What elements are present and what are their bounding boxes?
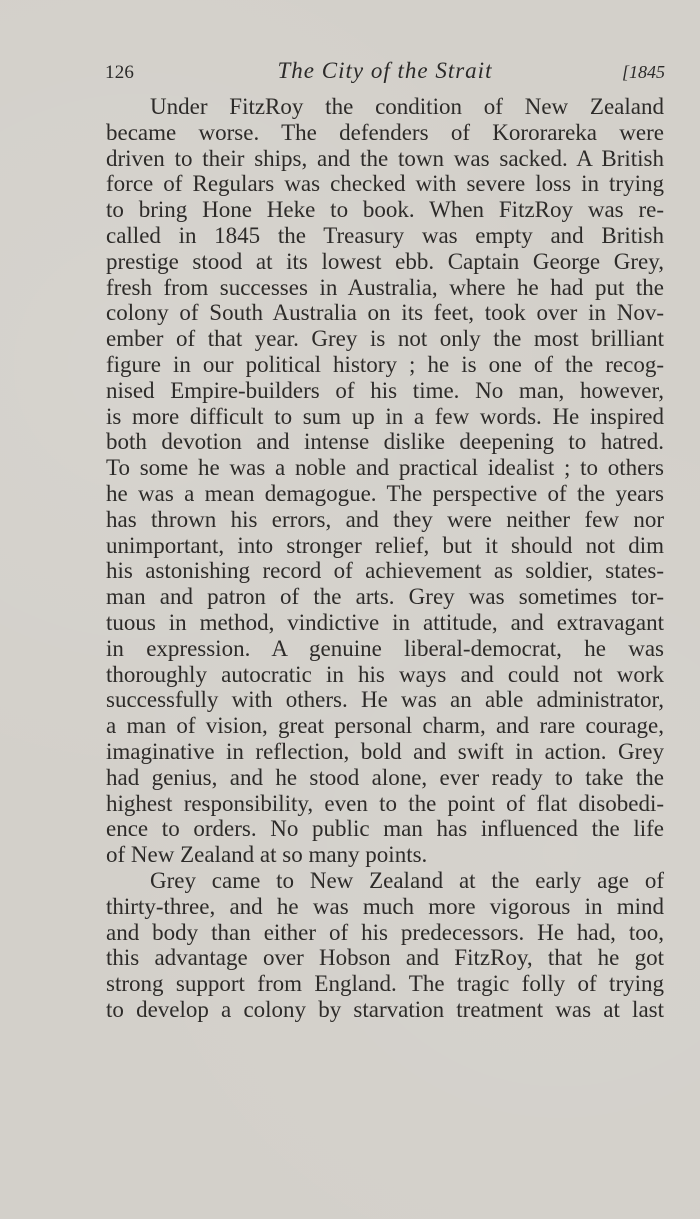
text-line: to develop a colony by starvation treatment was at last xyxy=(106,996,664,1022)
text-line: prestige stood at its lowest ebb. Captain George Grey, xyxy=(106,248,664,274)
text-line: To some he was a noble and practical idealist ; to others xyxy=(106,455,664,481)
text-line: force of Regulars was checked with severe loss in trying xyxy=(106,171,664,197)
text-line: of New Zealand at so many points. xyxy=(106,842,428,868)
paragraph-2 xyxy=(106,868,664,1023)
text-line: successfully with others. He was an able administrator, xyxy=(106,687,664,713)
text-line: unimportant, into stronger relief, but it should not dim xyxy=(106,532,664,558)
text-line: Under FitzRoy the condition of New Zealand xyxy=(150,94,664,119)
text-line: Grey came to New Zealand at the early age of xyxy=(150,867,664,893)
text-line: nised Empire-builders of his time. No man, however, xyxy=(106,377,664,403)
text-line: highest responsibility, even to the point of flat disobedi- xyxy=(106,790,664,816)
text-line: thirty-three, and he was much more vigorous in mind xyxy=(106,893,664,919)
text-line: this advantage over Hobson and FitzRoy, that he got xyxy=(106,945,664,971)
text-line: has thrown his errors, and they were neither few nor xyxy=(106,506,664,532)
text-line: driven to their ships, and the town was sacked. A British xyxy=(106,145,664,171)
text-line: called in 1845 the Treasury was empty and British xyxy=(106,222,664,248)
text-line: man and patron of the arts. Grey was sometimes tor- xyxy=(106,584,664,610)
text-line: he was a mean demagogue. The perspective of the years xyxy=(106,480,664,506)
text-line: ence to orders. No public man has influenced the life xyxy=(106,816,664,842)
text-line: thoroughly autocratic in his ways and could not work xyxy=(106,661,664,687)
text-line: to bring Hone Heke to book. When FitzRoy was re- xyxy=(106,197,664,223)
running-header xyxy=(105,58,665,90)
page-number: 126 xyxy=(105,62,135,83)
text-line: is more difficult to sum up in a few words. He inspired xyxy=(106,403,664,429)
text-line: colony of South Australia on its feet, took over in Nov- xyxy=(106,300,664,326)
running-title: The City of the Strait xyxy=(277,58,493,83)
text-line: became worse. The defenders of Kororareka were xyxy=(106,119,664,145)
text-line: a man of vision, great personal charm, and rare courage, xyxy=(106,713,664,739)
text-line: and body than either of his predecessors. He had, too, xyxy=(106,919,664,945)
paragraph-1 xyxy=(106,94,664,868)
text-line: in expression. A genuine liberal-democrat, he was xyxy=(106,635,664,661)
text-line: both devotion and intense dislike deepening to hatred. xyxy=(106,429,664,455)
body-text xyxy=(106,94,664,1023)
text-line: figure in our political history ; he is one of the recog- xyxy=(106,351,664,377)
running-year: [1845 xyxy=(621,62,665,82)
text-line: ember of that year. Grey is not only the most brilliant xyxy=(106,326,664,352)
text-line: imaginative in reflection, bold and swift in action. Grey xyxy=(106,738,664,764)
text-line: his astonishing record of achievement as soldier, states- xyxy=(106,558,664,584)
text-line: had genius, and he stood alone, ever ready to take the xyxy=(106,764,664,790)
text-line: tuous in method, vindictive in attitude, and extravagant xyxy=(106,609,664,635)
text-line: strong support from England. The tragic folly of trying xyxy=(106,971,664,997)
text-line: fresh from successes in Australia, where he had put the xyxy=(106,274,664,300)
